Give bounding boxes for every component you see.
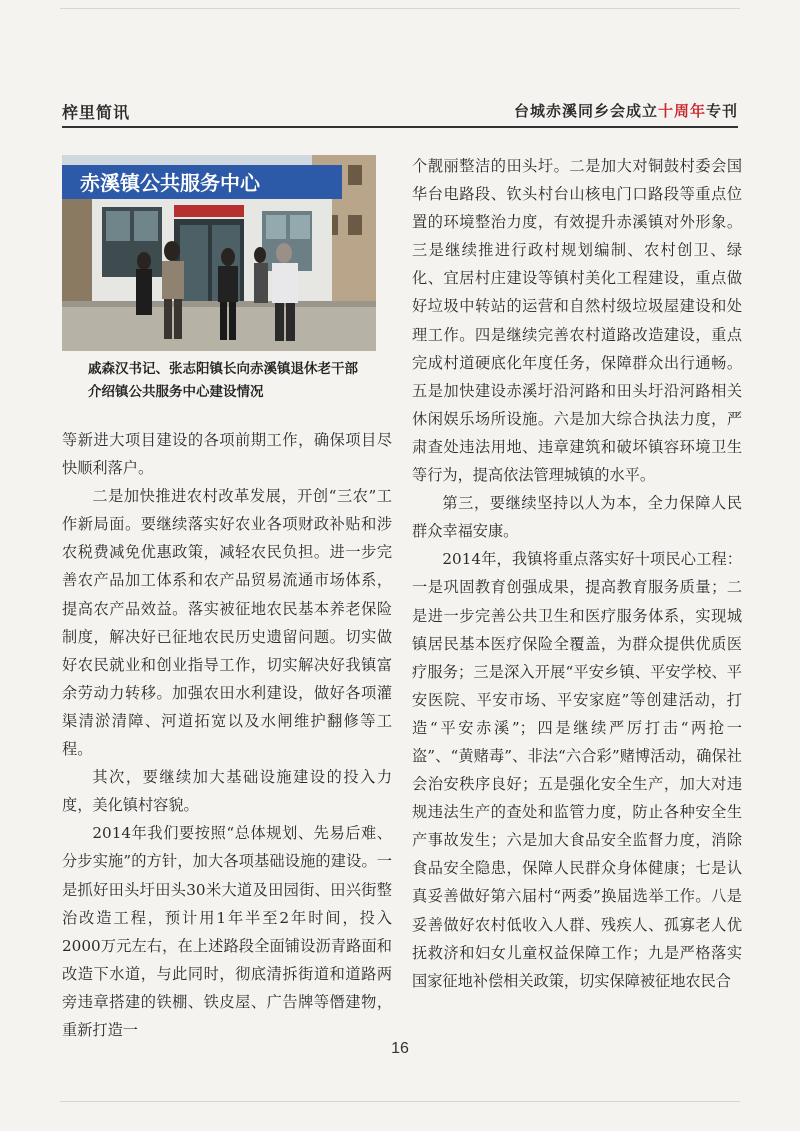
left-column (62, 426, 392, 1044)
photo-caption: 戚森汉书记、张志阳镇长向赤溪镇退休老干部介绍镇公共服务中心建设情况 (88, 361, 358, 400)
paragraph: 二是加快推进农村改革发展，开创“三农”工作新局面。要继续落实好农业各项财政补贴和涉农税费减免优惠政策，减轻农民负担。进一步完善农产品加工体系和农产品贸易流通市场体系，提高农产品效益。落实被征地农民基本养老保险制度，解决好已征地农民历史遗留问题。切实做好农民就业和创业指导工作，切实解决好我镇富余劳动力转移。加强农田水利建设，做好各项灌渠清淤清障、河道拓宽以及水闸维护翻修等工程。 (62, 487, 392, 759)
right-column (412, 152, 742, 995)
paragraph: 2014年，我镇将重点落实好十项民心工程：一是巩固教育创强成果，提高教育服务质量；二是进一步完善公共卫生和医疗服务体系，实现城镇居民基本医疗保险全覆盖，为群众提供优质医疗服务；三是深入开展“平安乡镇、平安学校、平安医院、平安市场、平安家庭”等创建活动，打造“平安赤溪”；四是继续严厉打击“两抢一盗”、“黄赌毒”、非法“六合彩”赌博活动，确保社会治安秩序良好；五是强化安全生产，加大对违规违法生产的查处和监管力度，防止各种安全生产事故发生；六是加大食品安全监督力度，消除食品安全隐患，保障人民群众身体健康；七是认真妥善做好第六届村“两委”换届选举工作。八是妥善做好农村低收入人群、残疾人、孤寡老人优抚救济和妇女儿童权益保障工作；九是严格落实国家征地补偿相关政策，切实保障被征地农民合 (412, 550, 742, 990)
page-header (62, 98, 738, 126)
publication-title-accent: 十周年 (657, 102, 706, 120)
photo-illustration (62, 155, 376, 351)
paragraph: 等新进大项目建设的各项前期工作，确保项目尽快顺利落户。 (62, 431, 392, 478)
paragraph: 2014年我们要按照“总体规划、先易后难、分步实施”的方针，加大各项基础设施的建设。一是抓好田头圩田头30米大道及田园街、田兴街整治改造工程，预计用1年半至2年时间，投入2000万元左右，在上述路段全面铺设沥青路面和改造下水道，与此同时，彻底清拆街道和道路两旁违章搭建的铁棚、铁皮屋、广告牌等僭建物，重新打造一 (62, 824, 392, 1039)
paragraph: 个靓丽整洁的田头圩。二是加大对铜鼓村委会国华台电路段、钦头村台山核电门口路段等重点位置的环境整治力度，有效提升赤溪镇对外形象。三是继续推进行政村规划编制、农村创卫、绿化、宜居村庄建设等镇村美化工程建设，重点做好垃圾中转站的运营和自然村级垃圾屋建设和处理工作。四是继续完善农村道路改造建设，重点完成村道硬底化年度任务，保障群众出行通畅。五是加快建设赤溪圩沿河路和田头圩沿河路相关休闲娱乐场所设施。六是加大综合执法力度，严肃查处违法用地、违章建筑和破坏镇容环境卫生等行为，提高依法管理城镇的水平。 (412, 157, 742, 485)
paragraph: 其次，要继续加大基础设施建设的投入力度，美化镇村容貌。 (62, 768, 392, 815)
publication-title (514, 100, 738, 121)
bottom-border-line (60, 1101, 740, 1102)
paragraph: 第三，要继续坚持以人为本，全力保障人民群众幸福安康。 (412, 494, 742, 541)
publication-title-suffix: 专刊 (705, 102, 738, 120)
section-title: 梓里简讯 (62, 103, 131, 122)
news-photo (62, 155, 376, 351)
publication-title-prefix: 台城赤溪同乡会成立 (513, 102, 658, 120)
sign-text: 赤溪镇公共服务中心 (80, 171, 260, 195)
page-number: 16 (391, 1040, 409, 1057)
header-rule (62, 126, 738, 128)
top-border-line (60, 8, 740, 9)
